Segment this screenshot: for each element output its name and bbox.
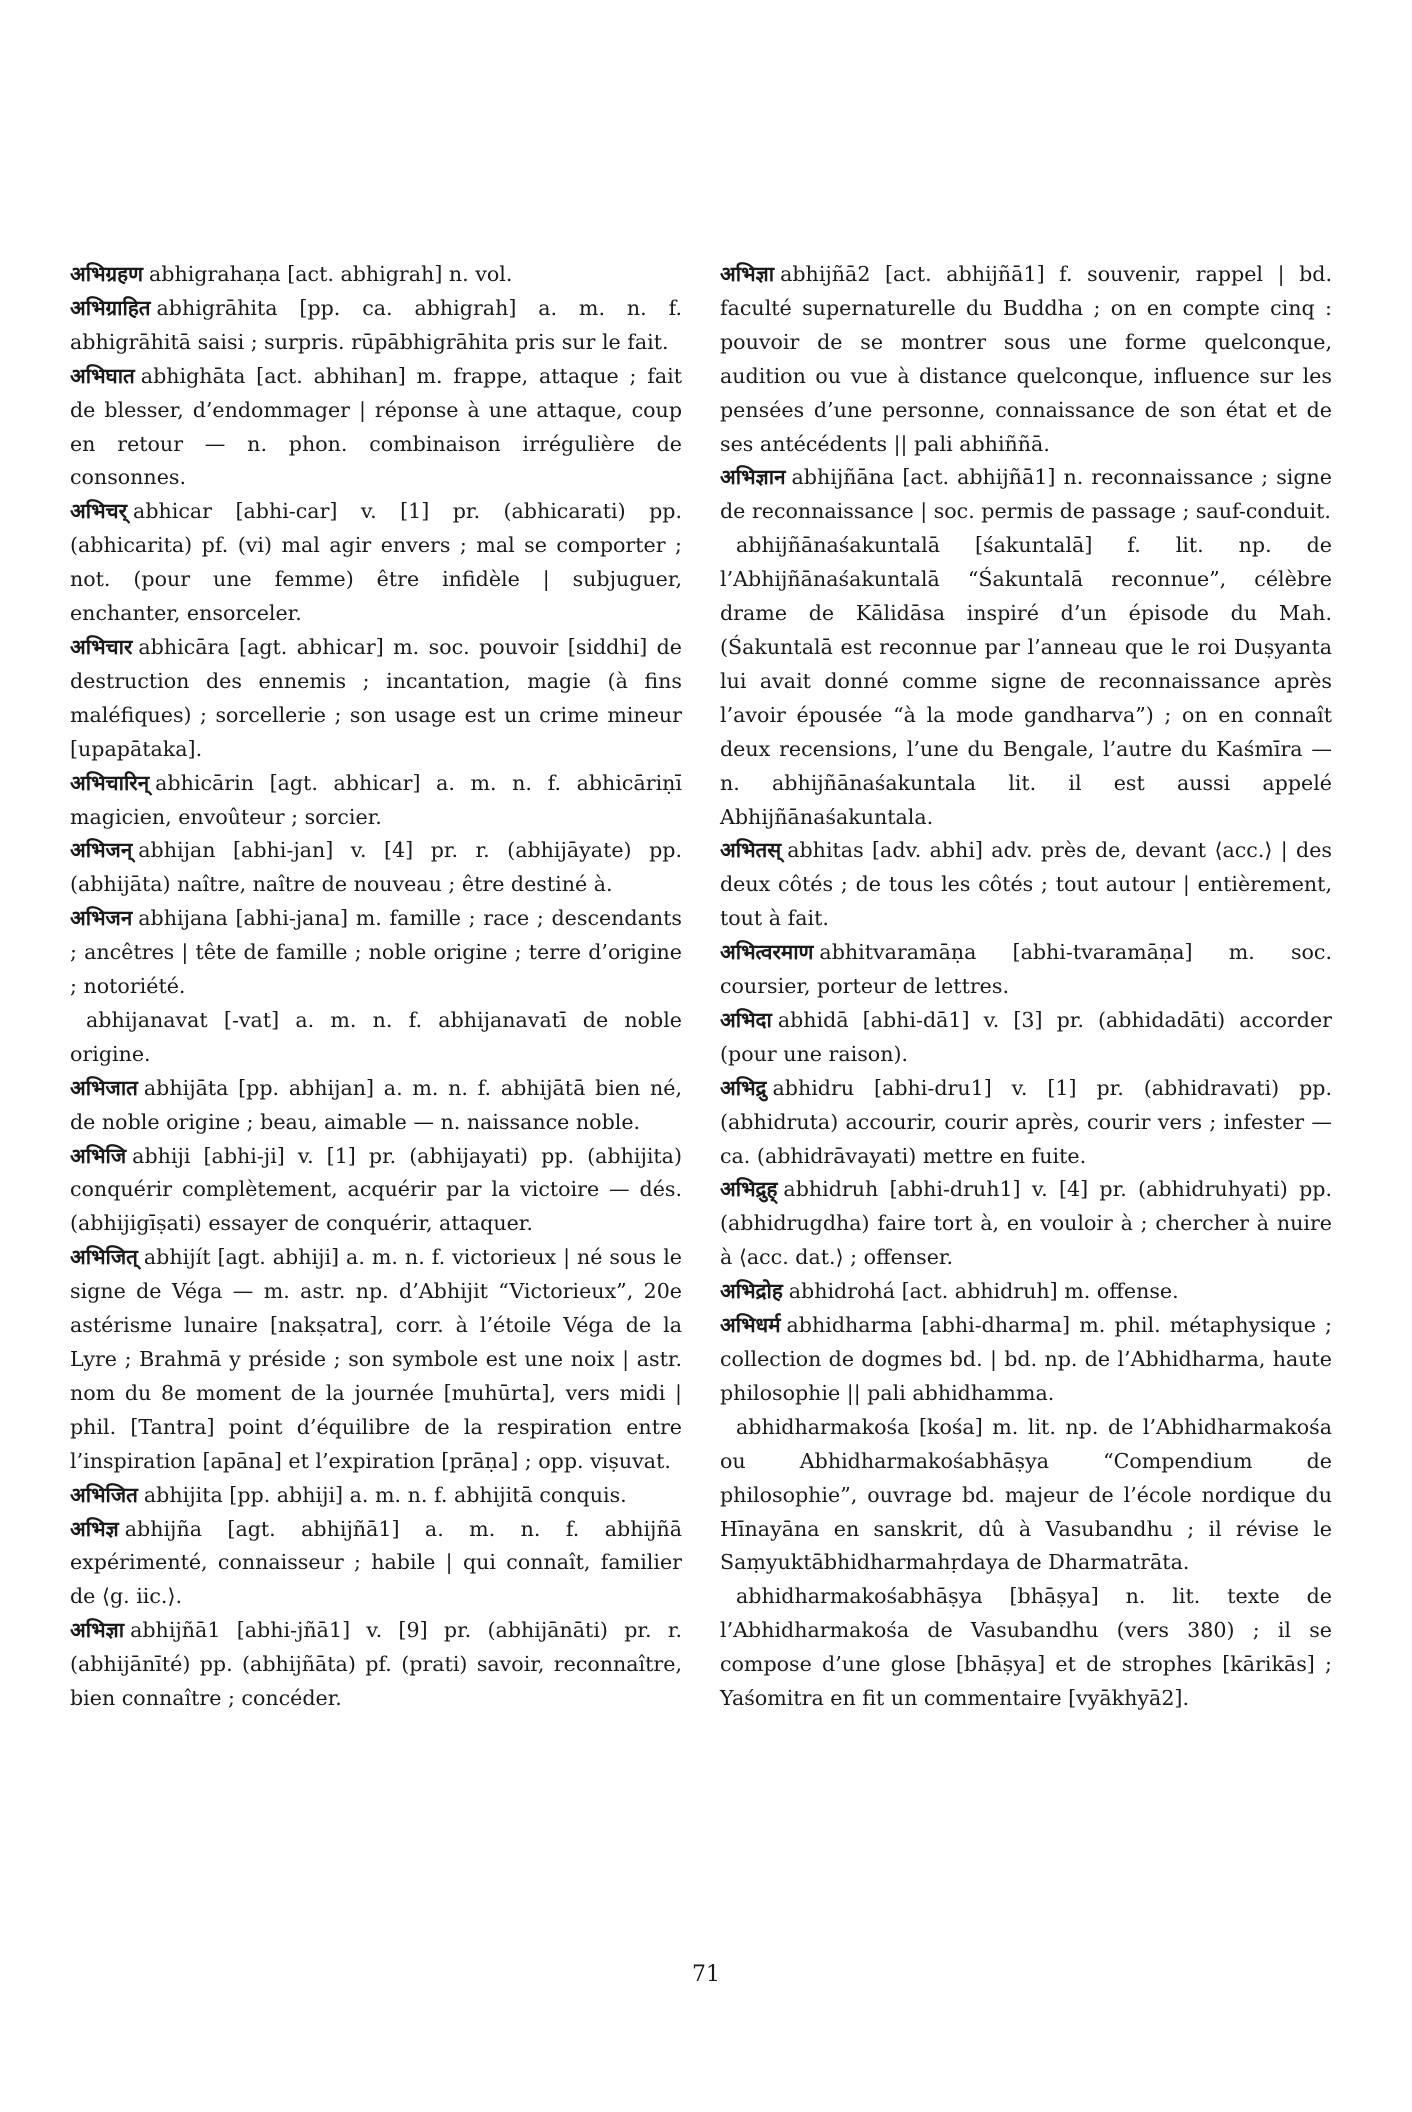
dictionary-entry [70, 631, 682, 767]
dictionary-entry [720, 1580, 1332, 1716]
dictionary-entry [720, 461, 1332, 529]
dictionary-entry [720, 936, 1332, 1004]
left-column [70, 258, 682, 1716]
entry-text: abhidharmakośabhāṣya [bhāṣya] n. lit. texte de l’Abhidharmakośa de Vasubandhu (vers 380) ; il se compose d’une glose [bhāṣya] et de strophes [kārikās] ; Yaśomitra en fit un commentaire [vyākhyā2]. [720, 1584, 1332, 1711]
entry-text: abhidharmakośa [kośa] m. lit. np. de l’Abhidharmakośa ou Abhidharmakośabhāṣya “Compendium de philosophie”, ouvrage bd. majeur de l’école nordique du Hīnayāna en sanskrit, dû à Vasubandhu ; il révise le Saṃyuktābhidharmahṛdaya de Dharmatrāta. [720, 1414, 1332, 1575]
devanagari-headword: अभिचर् [70, 499, 128, 524]
devanagari-headword: अभिज्ञ [70, 1516, 119, 1541]
page-number: 71 [692, 1962, 720, 1987]
entry-text: abhijana [abhi-jana] m. famille ; race ; descendants ; ancêtres | tête de famille ; noble origine ; terre d’origine ; notoriété. [70, 906, 682, 999]
devanagari-headword: अभिदा [720, 1007, 772, 1032]
entry-text: abhidru [abhi-dru1] v. [1] pr. (abhidravati) pp. (abhidruta) accourir, courir après, courir vers ; infester — ca. (abhidrāvayati) mettre en fuite. [720, 1075, 1332, 1168]
dictionary-entry [70, 1513, 682, 1615]
dictionary-entry [720, 1173, 1332, 1275]
devanagari-headword: अभिजि [70, 1143, 127, 1168]
entry-text: abhijít [agt. abhiji] a. m. n. f. victorieux | né sous le signe de Véga — m. astr. np. d’Abhijit “Victorieux”, 20e astérisme lunaire [nakṣatra], corr. à l’étoile Véga de la Lyre ; Brahmā y préside ; son symbole est une noix | astr. nom du 8e moment de la journée [muhūrta], vers midi | phil. [Tantra] point d’équilibre de la respiration entre l’inspiration [apāna] et l’expiration [prāṇa] ; opp. viṣuvat. [70, 1245, 682, 1473]
entry-text: abhicāra [agt. abhicar] m. soc. pouvoir [siddhi] de destruction des ennemis ; incantation, magie (à fins maléfiques) ; sorcellerie ; son usage est un crime mineur [upapātaka]. [70, 634, 682, 761]
entry-text: abhijan [abhi-jan] v. [4] pr. r. (abhijāyate) pp. (abhijāta) naître, naître de nouveau ; être destiné à. [70, 838, 682, 897]
devanagari-headword: अभिद्रोह [720, 1279, 783, 1304]
entry-text: abhijāta [pp. abhijan] a. m. n. f. abhijātā bien né, de noble origine ; beau, aimable — n. naissance noble. [70, 1075, 682, 1134]
entry-text: abhidruh [abhi-druh1] v. [4] pr. (abhidruhyati) pp. (abhidrugdha) faire tort à, en vouloir à ; chercher à nuire à ⟨acc. dat.⟩ ; offenser. [720, 1177, 1332, 1270]
devanagari-headword: अभिज्ञा [720, 262, 775, 286]
devanagari-headword: अभिग्राहित [70, 295, 151, 320]
dictionary-entry [720, 1004, 1332, 1072]
devanagari-headword: अभिचार [70, 634, 133, 659]
entry-text: abhigrahaṇa [act. abhigrah] n. vol. [148, 262, 513, 286]
devanagari-headword: अभिजित् [70, 1245, 138, 1270]
entry-text: abhitvaramāṇa [abhi-tvaramāṇa] m. soc. coursier, porteur de lettres. [720, 940, 1332, 999]
dictionary-entry [70, 1614, 682, 1716]
devanagari-headword: अभिजन [70, 906, 133, 931]
devanagari-headword: अभिचारिन् [70, 770, 150, 795]
dictionary-entry [70, 258, 682, 292]
devanagari-headword: अभिग्रहण [70, 262, 143, 286]
devanagari-headword: अभिजात [70, 1075, 138, 1100]
devanagari-headword: अभिद्रुह् [720, 1177, 778, 1202]
dictionary-entry [720, 258, 1332, 461]
entry-text: abhijita [pp. abhiji] a. m. n. f. abhijitā conquis. [143, 1482, 627, 1507]
devanagari-headword: अभिजित [70, 1482, 138, 1507]
entry-text: abhijanavat [-vat] a. m. n. f. abhijanavatī de noble origine. [70, 1007, 682, 1066]
dictionary-entry [70, 292, 682, 360]
devanagari-headword: अभित्वरमाण [720, 940, 814, 965]
dictionary-entry [70, 1479, 682, 1513]
dictionary-entry [720, 529, 1332, 834]
entry-text: abhitas [adv. abhi] adv. près de, devant ⟨acc.⟩ | des deux côtés ; de tous les côtés ; tout autour | entièrement, tout à fait. [720, 838, 1332, 931]
devanagari-headword: अभिद्रु [720, 1075, 767, 1100]
entry-text: abhighāta [act. abhihan] m. frappe, attaque ; fait de blesser, d’endommager | réponse à une attaque, coup en retour — n. phon. combinaison irrégulière de consonnes. [70, 363, 682, 490]
dictionary-entry [720, 1072, 1332, 1174]
devanagari-headword: अभिज्ञा [70, 1618, 125, 1643]
entry-text: abhidrohá [act. abhidruh] m. offense. [788, 1279, 1179, 1304]
dictionary-entry [720, 1275, 1332, 1309]
entry-text: abhicar [abhi-car] v. [1] pr. (abhicarati) pp. (abhicarita) pf. (vi) mal agir envers ; mal se comporter ; not. (pour une femme) être infidèle | subjuguer, enchanter, ensorceler. [70, 499, 682, 626]
dictionary-entry [70, 360, 682, 496]
entry-text: abhijñā2 [act. abhijñā1] f. souvenir, rappel | bd. faculté supernaturelle du Buddha ; on en compte cinq : pouvoir de se montrer sous une forme quelconque, audition ou vue à distance quelconque, influence sur les pensées d’une personne, connaissance de son état et de ses antécédents || pali abhiññā. [720, 262, 1332, 456]
entry-text: abhijñāna [act. abhijñā1] n. reconnaissance ; signe de reconnaissance | soc. permis de passage ; sauf-conduit. [720, 465, 1332, 524]
entry-text: abhicārin [agt. abhicar] a. m. n. f. abhicāriṇī magicien, envoûteur ; sorcier. [70, 770, 682, 829]
entry-text: abhijñānaśakuntalā [śakuntalā] f. lit. np. de l’Abhijñānaśakuntalā “Śakuntalā reconnue”, célèbre drame de Kālidāsa inspiré d’un épisode du Mah. (Śakuntalā est reconnue par l’anneau que le roi Duṣyanta lui avait donné comme signe de reconnaissance après l’avoir épousée “à la mode gandharva”) ; on en connaît deux recensions, l’une du Bengale, l’autre du Kaśmīra — n. abhijñānaśakuntala lit. il est aussi appelé Abhijñānaśakuntala. [720, 533, 1332, 829]
dictionary-entry [70, 902, 682, 1004]
devanagari-headword: अभिघात [70, 363, 135, 388]
entry-text: abhijñā1 [abhi-jñā1] v. [9] pr. (abhijānāti) pr. r. (abhijānīté) pp. (abhijñāta) pf. (prati) savoir, reconnaître, bien connaître ; concéder. [70, 1618, 682, 1711]
dictionary-entry [70, 1140, 682, 1242]
right-column [720, 258, 1332, 1716]
devanagari-headword: अभिजन् [70, 838, 133, 863]
entry-text: abhigrāhita [pp. ca. abhigrah] a. m. n. f. abhigrāhitā saisi ; surpris. rūpābhigrāhita pris sur le fait. [70, 295, 682, 354]
dictionary-entry [70, 834, 682, 902]
dictionary-entry [720, 1309, 1332, 1411]
dictionary-entry [70, 1072, 682, 1140]
entry-text: abhidā [abhi-dā1] v. [3] pr. (abhidadāti) accorder (pour une raison). [720, 1007, 1332, 1066]
entry-text: abhiji [abhi-ji] v. [1] pr. (abhijayati) pp. (abhijita) conquérir complètement, acquérir par la victoire — dés. (abhijigīṣati) essayer de conquérir, attaquer. [70, 1143, 682, 1236]
devanagari-headword: अभिज्ञान [720, 465, 786, 490]
devanagari-headword: अभितस् [720, 838, 782, 863]
dictionary-entry [720, 1411, 1332, 1581]
entry-text: abhidharma [abhi-dharma] m. phil. métaphysique ; collection de dogmes bd. | bd. np. de l’Abhidharma, haute philosophie || pali abhidhamma. [720, 1313, 1332, 1405]
dictionary-entry [70, 495, 682, 631]
dictionary-entry [70, 1004, 682, 1072]
dictionary-entry [70, 767, 682, 835]
entry-text: abhijña [agt. abhijñā1] a. m. n. f. abhijñā expérimenté, connaisseur ; habile | qui connaît, familier de ⟨g. iic.⟩. [70, 1516, 682, 1609]
dictionary-entry [70, 1241, 682, 1478]
dictionary-entry [720, 834, 1332, 936]
devanagari-headword: अभिधर्म [720, 1313, 781, 1338]
